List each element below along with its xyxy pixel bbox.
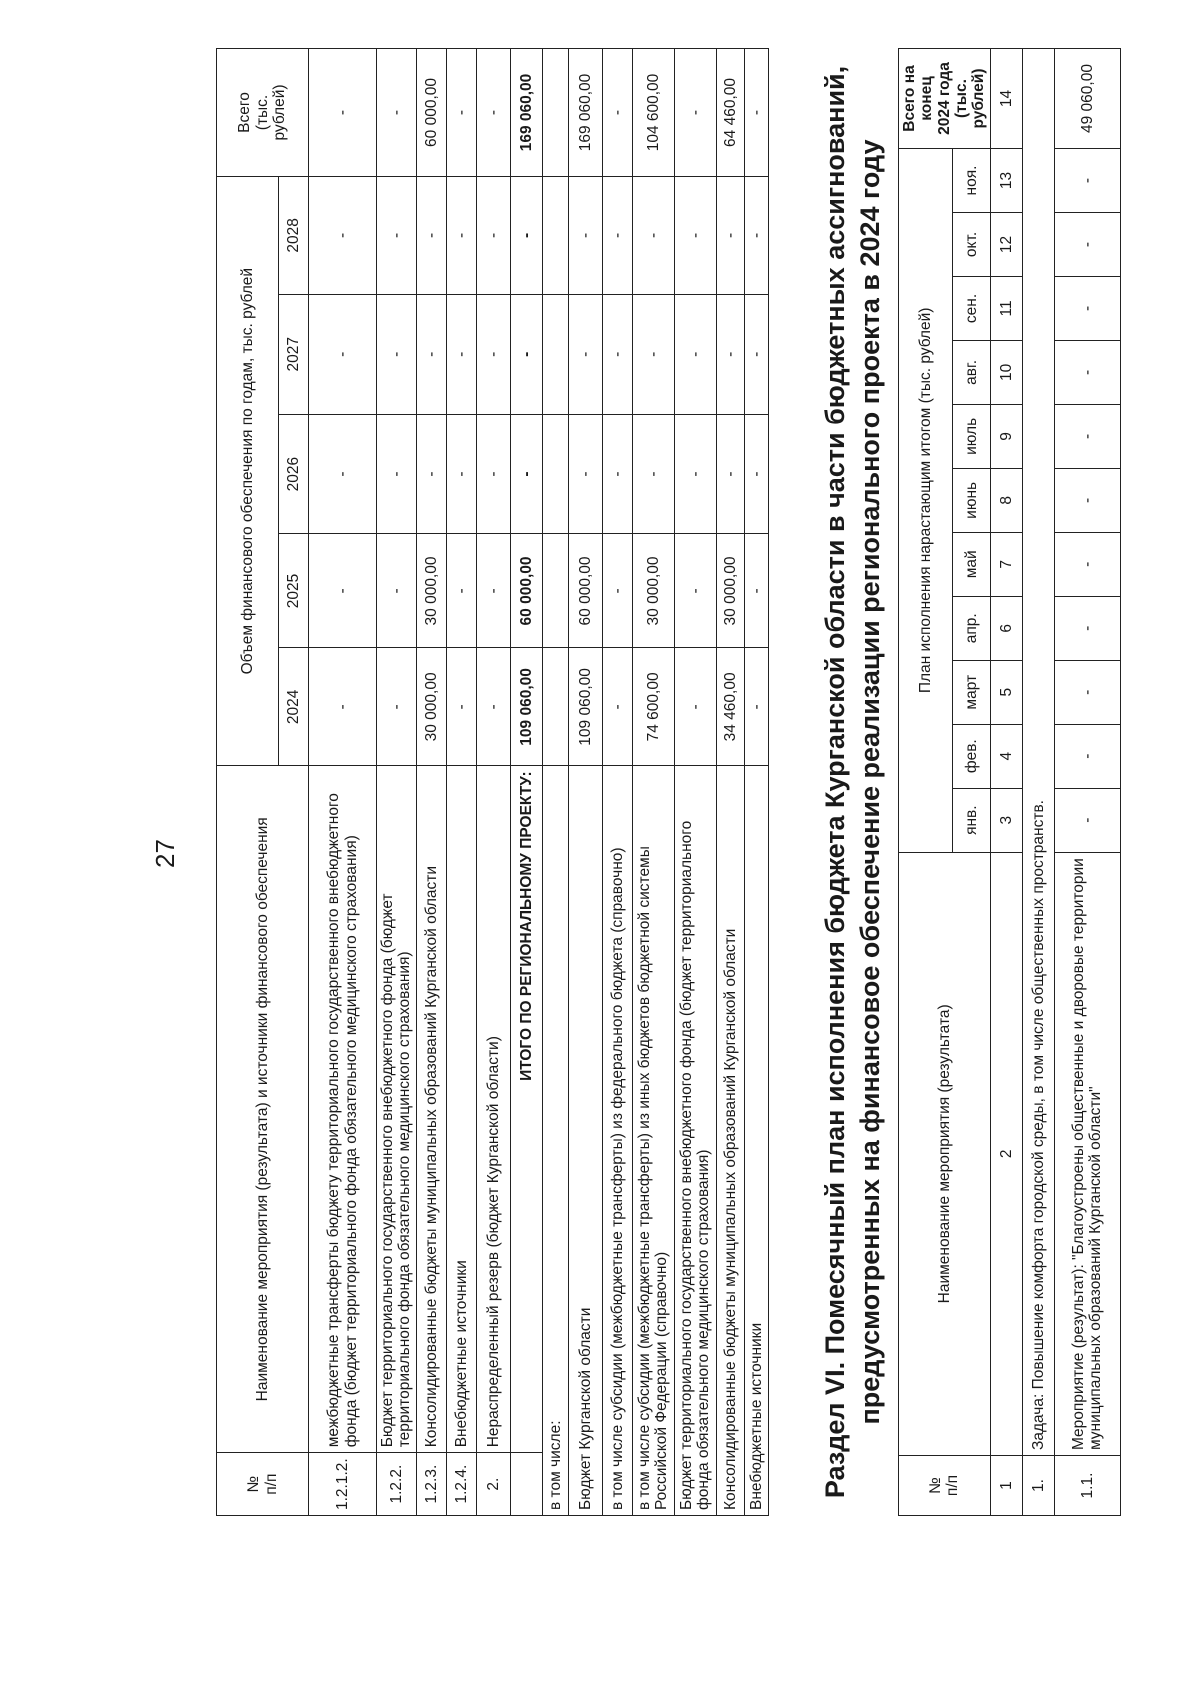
row-name: в том числе субсидии (межбюджетные трансферты) из федерального бюджета (справочно): [602, 766, 632, 1516]
row-value: -: [716, 176, 744, 294]
header-month: апр.: [953, 596, 991, 660]
row-value: -: [674, 648, 716, 766]
row-value: [542, 294, 568, 414]
row-value: 30 000,00: [716, 534, 744, 648]
row-num: 1.1.: [1054, 1456, 1120, 1516]
row-value: -: [602, 414, 632, 534]
table-row: [568, 49, 602, 1516]
row-value: -: [602, 648, 632, 766]
table-row: [674, 49, 716, 1516]
row-value: -: [674, 176, 716, 294]
row-value: 60 000,00: [568, 534, 602, 648]
row-value: -: [446, 294, 476, 414]
row-total: -: [674, 49, 716, 177]
row-value: -: [674, 294, 716, 414]
table-row: [309, 49, 377, 1516]
column-number: 7: [990, 532, 1022, 596]
column-number: 5: [990, 660, 1022, 724]
row-value: -: [416, 176, 446, 294]
header-year: 2024: [279, 648, 309, 766]
page-number: 27: [150, 839, 180, 868]
column-number: 4: [990, 724, 1022, 788]
header-total: Всего (тыс. рублей): [217, 49, 309, 177]
header-name: Наименование мероприятия (результата): [899, 852, 991, 1455]
row-value: -: [632, 294, 674, 414]
column-number: 3: [990, 788, 1022, 852]
header-month: окт.: [953, 213, 991, 277]
header-num: № п/п: [899, 1456, 991, 1516]
column-number: 1: [990, 1456, 1022, 1516]
total-sum: 169 060,00: [510, 49, 542, 177]
row-value: [542, 648, 568, 766]
header-name: Наименование мероприятия (результата) и источники финансового обеспечения: [217, 766, 309, 1453]
header-year: 2028: [279, 176, 309, 294]
header-total: Всего на конец 2024 года (тыс. рублей): [899, 49, 991, 149]
row-value: -: [674, 414, 716, 534]
table-row: [716, 49, 744, 1516]
header-month: июль: [953, 404, 991, 468]
row-value: -: [568, 294, 602, 414]
row-value: -: [602, 534, 632, 648]
row-value: -: [377, 414, 417, 534]
total-value: 109 060,00: [510, 648, 542, 766]
column-number: 2: [990, 852, 1022, 1455]
row-value: -: [1054, 788, 1120, 852]
row-name: Бюджет территориального государственного внебюджетного фонда (бюджет территориального фонда обязательного медицинского страхования): [674, 766, 716, 1516]
row-value: -: [1054, 276, 1120, 340]
header-year: 2027: [279, 294, 309, 414]
row-value: 34 460,00: [716, 648, 744, 766]
row-value: -: [309, 534, 377, 648]
row-value: 30 000,00: [416, 648, 446, 766]
total-value: -: [510, 294, 542, 414]
row-name: Внебюджетные источники: [446, 766, 476, 1453]
row-value: -: [1054, 660, 1120, 724]
header-month: авг.: [953, 340, 991, 404]
row-name: Бюджет Курганской области: [568, 766, 602, 1516]
row-name: Бюджет территориального государственного внебюджетного фонда (бюджет территориального фонда обязательного медицинского страхования): [377, 766, 417, 1453]
column-number: 6: [990, 596, 1022, 660]
column-number: 11: [990, 276, 1022, 340]
total-value: -: [510, 176, 542, 294]
row-value: -: [744, 294, 768, 414]
row-value: -: [1054, 213, 1120, 277]
row-value: -: [377, 534, 417, 648]
column-number: 10: [990, 340, 1022, 404]
row-value: -: [476, 414, 510, 534]
row-num: 2.: [476, 1453, 510, 1516]
total-num: [510, 1453, 542, 1516]
row-value: [542, 414, 568, 534]
row-name: в том числе субсидии (межбюджетные трансферты) из иных бюджетов бюджетной системы Российской Федерации (справочно): [632, 766, 674, 1516]
row-value: 30 000,00: [632, 534, 674, 648]
column-number: 8: [990, 468, 1022, 532]
section-title: [818, 48, 887, 1516]
table-row: [542, 49, 568, 1516]
row-value: -: [446, 414, 476, 534]
table-row: [446, 49, 476, 1516]
header-month: сен.: [953, 276, 991, 340]
row-total: 49 060,00: [1054, 49, 1120, 149]
row-name: Консолидированные бюджеты муниципальных образований Курганской области: [416, 766, 446, 1453]
table-row: [602, 49, 632, 1516]
row-value: -: [632, 176, 674, 294]
row-value: 30 000,00: [416, 534, 446, 648]
task-num: 1.: [1022, 1456, 1054, 1516]
section-title-line1: Раздел VI. Помесячный план исполнения бюджета Курганской области в части бюджетных ассигнований,: [820, 65, 850, 1499]
row-num: 1.2.3.: [416, 1453, 446, 1516]
row-value: -: [744, 534, 768, 648]
row-total: -: [377, 49, 417, 177]
header-month: ноя.: [953, 149, 991, 213]
total-value: 60 000,00: [510, 534, 542, 648]
row-value: -: [1054, 596, 1120, 660]
row-value: -: [476, 648, 510, 766]
row-value: -: [309, 414, 377, 534]
row-total: -: [602, 49, 632, 177]
total-label: ИТОГО ПО РЕГИОНАЛЬНОМУ ПРОЕКТУ:: [510, 766, 542, 1453]
row-value: -: [416, 294, 446, 414]
row-value: -: [568, 414, 602, 534]
row-value: -: [602, 176, 632, 294]
header-year: 2025: [279, 534, 309, 648]
row-value: -: [1054, 468, 1120, 532]
row-value: 109 060,00: [568, 648, 602, 766]
row-name: Нераспределенный резерв (бюджет Курганской области): [476, 766, 510, 1453]
header-month: май: [953, 532, 991, 596]
row-value: -: [309, 648, 377, 766]
row-total: -: [744, 49, 768, 177]
row-num: 1.2.2.: [377, 1453, 417, 1516]
column-number-row: [990, 49, 1022, 1516]
table-row: [1054, 49, 1120, 1516]
row-value: -: [568, 176, 602, 294]
row-value: -: [1054, 149, 1120, 213]
table-row: [377, 49, 417, 1516]
row-value: -: [674, 534, 716, 648]
section-title-line2: предусмотренных на финансовое обеспечение реализации регионального проекта в 2024 году: [854, 139, 885, 1425]
header-month: янв.: [953, 788, 991, 852]
row-total: 104 600,00: [632, 49, 674, 177]
row-value: -: [632, 414, 674, 534]
row-value: -: [377, 176, 417, 294]
total-row: [510, 49, 542, 1516]
row-total: 64 460,00: [716, 49, 744, 177]
row-value: -: [446, 534, 476, 648]
row-total: -: [476, 49, 510, 177]
row-value: -: [716, 414, 744, 534]
row-value: -: [377, 648, 417, 766]
row-value: -: [446, 648, 476, 766]
row-value: -: [744, 648, 768, 766]
row-value: -: [309, 294, 377, 414]
row-value: [542, 534, 568, 648]
total-value: -: [510, 414, 542, 534]
row-value: -: [602, 294, 632, 414]
row-value: -: [446, 176, 476, 294]
row-name: в том числе:: [542, 766, 568, 1516]
row-value: -: [1054, 724, 1120, 788]
row-name: Консолидированные бюджеты муниципальных образований Курганской области: [716, 766, 744, 1516]
row-value: -: [476, 534, 510, 648]
column-number: 12: [990, 213, 1022, 277]
monthly-plan-table: [898, 48, 1121, 1516]
table-row: [632, 49, 674, 1516]
column-number: 13: [990, 149, 1022, 213]
row-total: -: [446, 49, 476, 177]
row-value: -: [744, 176, 768, 294]
header-volume: Объем финансового обеспечения по годам, тыс. рублей: [217, 176, 279, 765]
row-value: -: [1054, 532, 1120, 596]
row-value: -: [476, 176, 510, 294]
row-value: -: [744, 414, 768, 534]
row-num: 1.2.4.: [446, 1453, 476, 1516]
row-total: 60 000,00: [416, 49, 446, 177]
header-month: июнь: [953, 468, 991, 532]
table-row: [744, 49, 768, 1516]
column-number: 14: [990, 49, 1022, 149]
table-row: [476, 49, 510, 1516]
row-value: [542, 176, 568, 294]
row-total: 169 060,00: [568, 49, 602, 177]
financing-table: [216, 48, 769, 1516]
task-text: Задача: Повышение комфорта городской среды, в том числе общественных пространств.: [1022, 49, 1054, 1456]
row-num: 1.2.1.2.: [309, 1453, 377, 1516]
header-num: № п/п: [217, 1453, 309, 1516]
row-value: -: [309, 176, 377, 294]
header-month: фев.: [953, 724, 991, 788]
row-value: -: [1054, 404, 1120, 468]
row-value: -: [377, 294, 417, 414]
row-value: -: [1054, 340, 1120, 404]
table-row: [416, 49, 446, 1516]
header-month: март: [953, 660, 991, 724]
column-number: 9: [990, 404, 1022, 468]
header-year: 2026: [279, 414, 309, 534]
row-total: [542, 49, 568, 177]
row-total: -: [309, 49, 377, 177]
task-row: [1022, 49, 1054, 1516]
row-value: -: [416, 414, 446, 534]
row-value: -: [716, 294, 744, 414]
row-name: межбюджетные трансферты бюджету территориального государственного внебюджетного фонда (бюджет территориального фонда обязательного медицинского страхования): [309, 766, 377, 1453]
row-name: Внебюджетные источники: [744, 766, 768, 1516]
row-value: -: [476, 294, 510, 414]
row-value: 74 600,00: [632, 648, 674, 766]
header-plan: План исполнения нарастающим итогом (тыс. рублей): [899, 149, 953, 853]
row-name: Мероприятие (результат): "Благоустроены общественные и дворовые территории муниципальных образований Курганской области": [1054, 852, 1120, 1455]
